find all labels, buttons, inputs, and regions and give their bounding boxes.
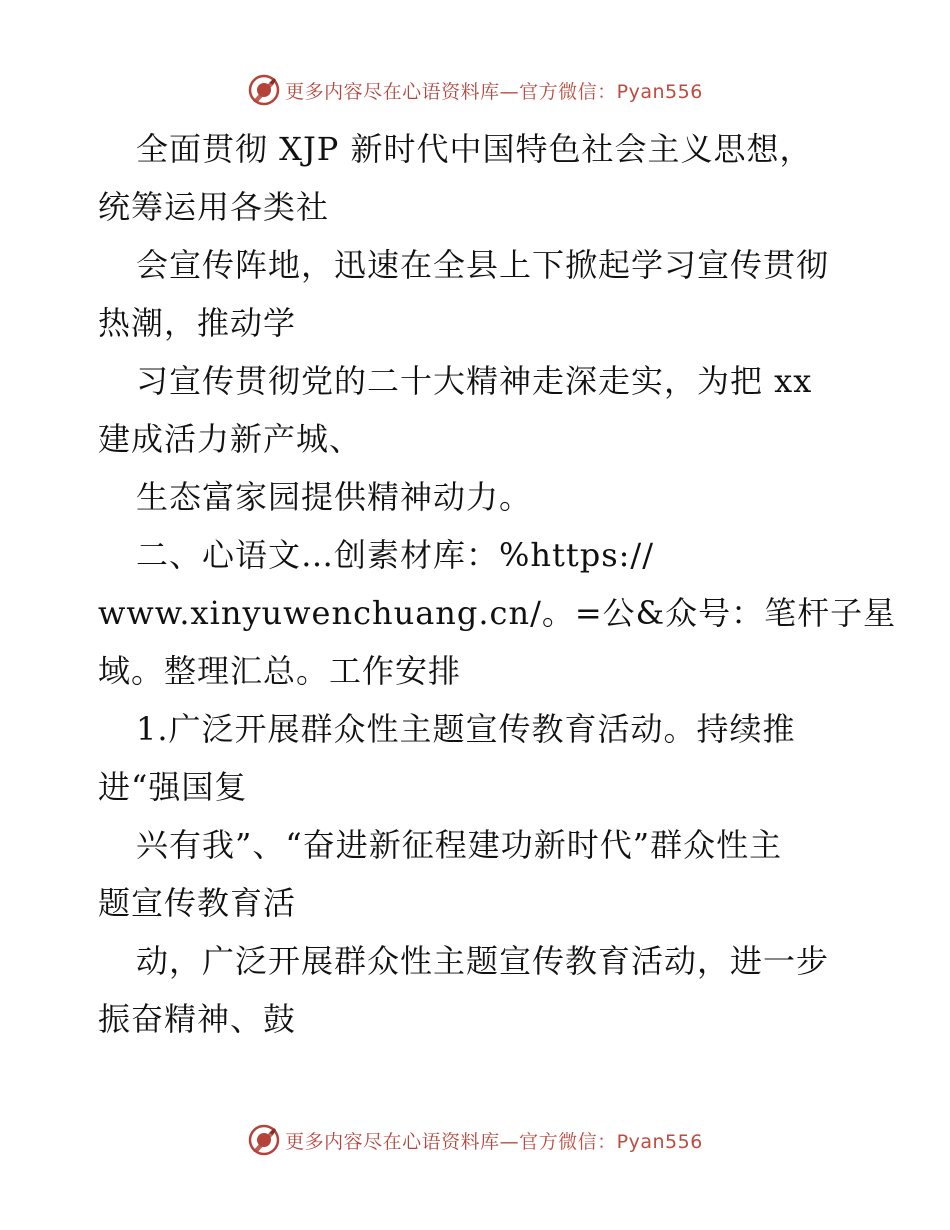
pen-logo-icon (247, 1123, 281, 1157)
text-line: 兴有我”、“奋进新征程建功新时代”群众性主 (136, 826, 783, 864)
footer-watermark (0, 1120, 950, 1160)
header-watermark (0, 70, 950, 110)
text-line: 振奋精神、鼓 (98, 1000, 297, 1038)
watermark-lead-text: 更多内容尽在心语资料库 (285, 80, 500, 103)
text-line: 生态富家园提供精神动力。 (136, 478, 533, 516)
watermark-text (285, 1127, 703, 1154)
text-line: 动，广泛开展群众性主题宣传教育活动，进一步 (136, 942, 830, 980)
text-line: 统筹运用各类社 (98, 188, 330, 226)
watermark-lead-text: 更多内容尽在心语资料库 (285, 1130, 500, 1153)
watermark-contact-text: —官方微信：Pyan556 (499, 80, 703, 103)
text-line: 1.广泛开展群众性主题宣传教育活动。持续推 (136, 710, 796, 748)
text-line: www.xinyuwenchuang.cn/。=公&众号：笔杆子星 (98, 594, 897, 632)
watermark-contact-text: —官方微信：Pyan556 (499, 1130, 703, 1153)
text-line: 全面贯彻 XJP 新时代中国特色社会主义思想， (136, 130, 813, 168)
text-line: 进“强国复 (98, 768, 248, 806)
text-line: 热潮，推动学 (98, 304, 297, 342)
watermark-text (285, 77, 703, 104)
text-line: 会宣传阵地，迅速在全县上下掀起学习宣传贯彻 (136, 246, 830, 284)
text-line: 建成活力新产城、 (98, 420, 363, 458)
text-line: 二、心语文…创素材库：%https:// (136, 536, 654, 574)
text-line: 域。整理汇总。工作安排 (98, 652, 462, 690)
text-line: 习宣传贯彻党的二十大精神走深走实，为把 xx (136, 362, 813, 400)
document-body (98, 120, 897, 1048)
text-line: 题宣传教育活 (98, 884, 297, 922)
pen-logo-icon (247, 73, 281, 107)
